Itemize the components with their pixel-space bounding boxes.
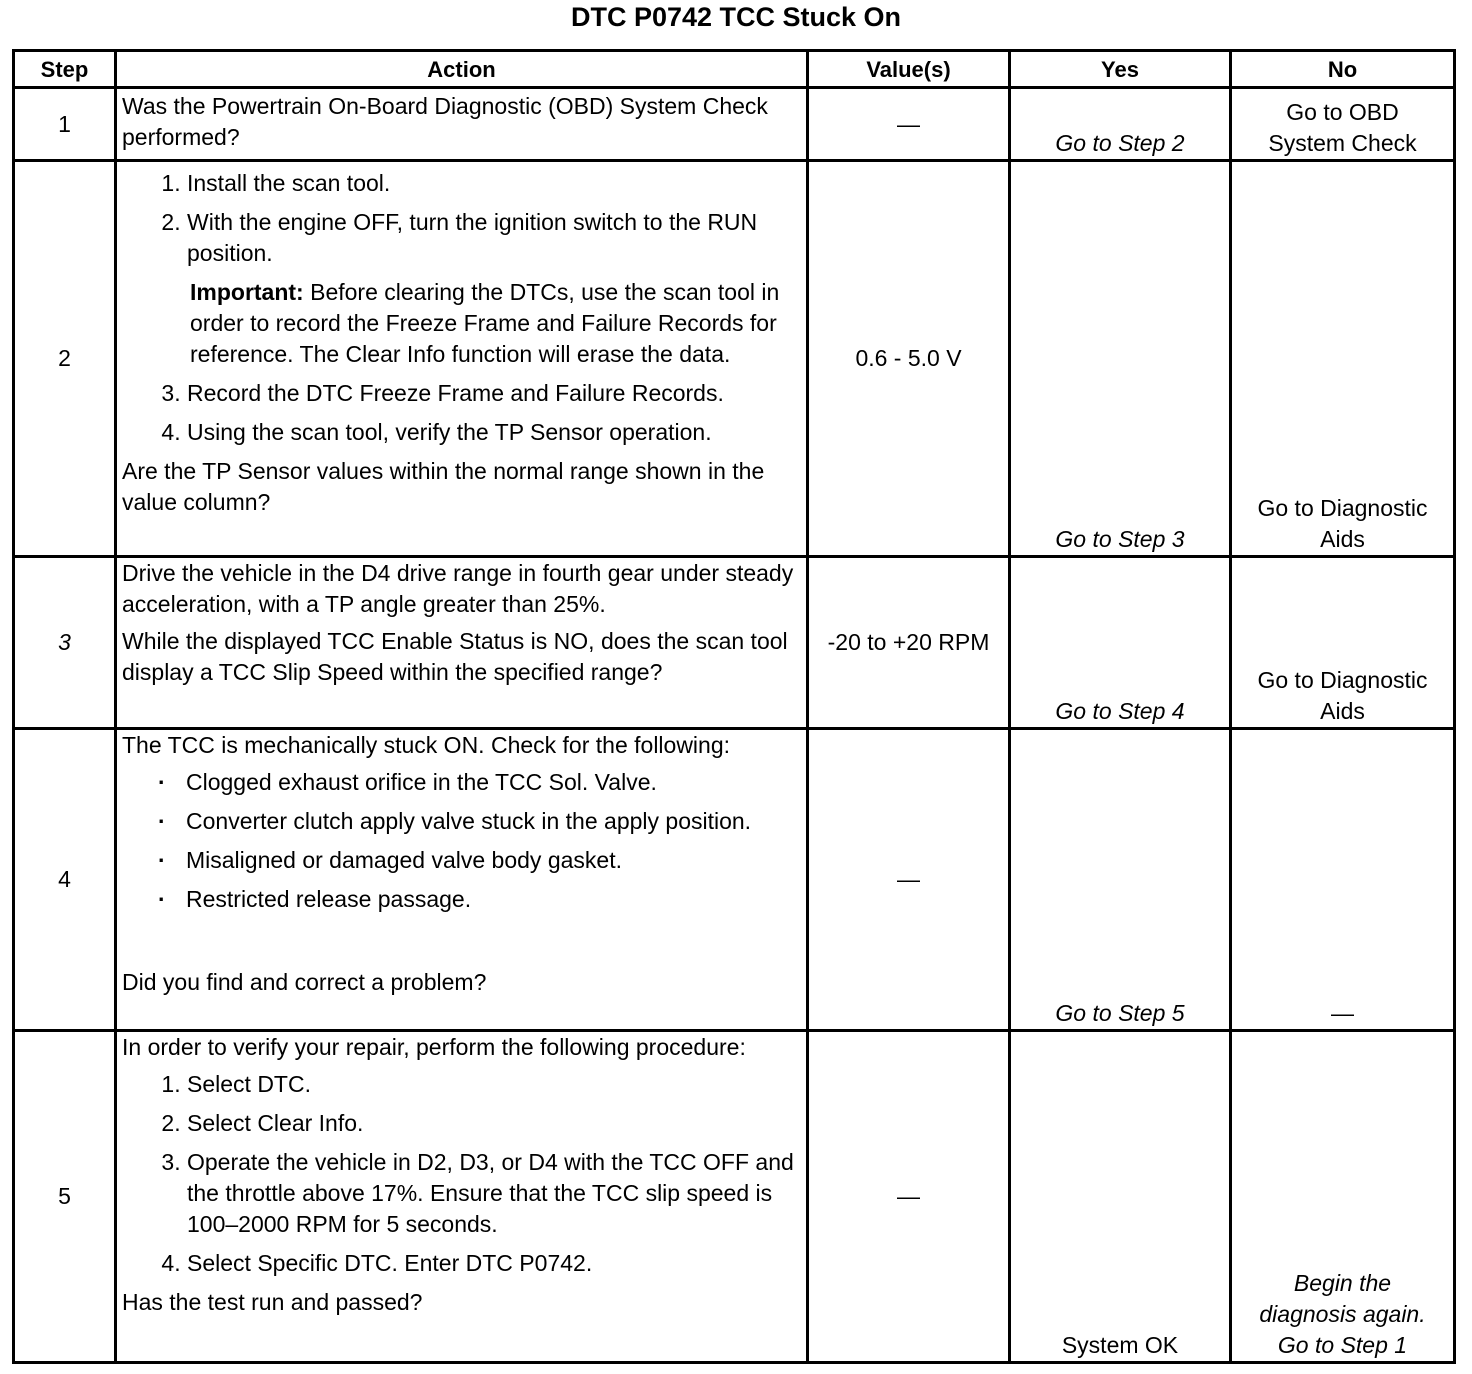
- list-item: · Restricted release passage.: [186, 884, 801, 915]
- no-line: Go to Diagnostic: [1257, 495, 1428, 521]
- value-cell: -20 to +20 RPM: [808, 557, 1010, 729]
- no-line: Go to OBD: [1286, 99, 1399, 125]
- list-item: 1. Select DTC.: [187, 1069, 801, 1100]
- action-cell: [116, 557, 808, 729]
- header-no: No: [1231, 51, 1455, 88]
- table-row: [14, 88, 1455, 161]
- table-row: [14, 161, 1455, 557]
- table-row: [14, 1031, 1455, 1363]
- note-label: Important:: [190, 279, 304, 305]
- no-line: Begin the: [1293, 1270, 1392, 1296]
- step-number: 5: [14, 1031, 116, 1363]
- value-cell: 0.6 - 5.0 V: [808, 161, 1010, 557]
- important-note: [190, 277, 801, 370]
- header-yes: Yes: [1010, 51, 1231, 88]
- procedure-list: [122, 378, 801, 448]
- yes-cell: Go to Step 5: [1010, 729, 1231, 1031]
- no-cell: [1231, 88, 1455, 161]
- list-item: · Misaligned or damaged valve body gasket.: [186, 845, 801, 876]
- yes-cell: Go to Step 2: [1010, 88, 1231, 161]
- table-row: [14, 729, 1455, 1031]
- yes-cell: System OK: [1010, 1031, 1231, 1363]
- no-line: Aids: [1320, 698, 1365, 724]
- action-cell: [116, 161, 808, 557]
- no-line: diagnosis again.: [1259, 1301, 1426, 1327]
- list-item: 2. Select Clear Info.: [187, 1108, 801, 1139]
- diagnostic-table: [12, 49, 1456, 1364]
- list-item: 3. Operate the vehicle in D2, D3, or D4 with the TCC OFF and the throttle above 17%. Ensure that the TCC slip speed is 100–2000 RPM for 5 seconds.: [187, 1147, 801, 1240]
- question-text: Are the TP Sensor values within the normal range shown in the value column?: [122, 458, 765, 515]
- step-number: 4: [14, 729, 116, 1031]
- no-cell: —: [1231, 729, 1455, 1031]
- no-line: System Check: [1268, 130, 1417, 156]
- step-number: 2: [14, 161, 116, 557]
- table-row: [14, 557, 1455, 729]
- header-action: Action: [116, 51, 808, 88]
- list-item: · Clogged exhaust orifice in the TCC Sol. Valve.: [186, 767, 801, 798]
- action-cell: [116, 729, 808, 1031]
- page-title: DTC P0742 TCC Stuck On: [570, 2, 902, 32]
- no-line: Aids: [1320, 526, 1365, 552]
- list-item: 3. Record the DTC Freeze Frame and Failure Records.: [187, 378, 801, 409]
- no-cell: [1231, 161, 1455, 557]
- action-cell: [116, 88, 808, 161]
- intro-text: Drive the vehicle in the D4 drive range in fourth gear under steady acceleration, with a TP angle greater than 25%.: [122, 560, 794, 617]
- question-text: Has the test run and passed?: [122, 1289, 423, 1315]
- header-values: Value(s): [808, 51, 1010, 88]
- procedure-list: [122, 1069, 801, 1279]
- value-cell: —: [808, 729, 1010, 1031]
- no-cell: [1231, 1031, 1455, 1363]
- no-line: Go to Step 1: [1277, 1332, 1408, 1358]
- intro-text: In order to verify your repair, perform the following procedure:: [122, 1034, 746, 1060]
- list-item: 1. Install the scan tool.: [187, 168, 801, 199]
- no-cell: [1231, 557, 1455, 729]
- intro-text: The TCC is mechanically stuck ON. Check for the following:: [122, 732, 731, 758]
- question-text: Did you find and correct a problem?: [122, 969, 487, 995]
- header-step: Step: [14, 51, 116, 88]
- no-line: Go to Diagnostic: [1257, 667, 1428, 693]
- step-number: 3: [14, 557, 116, 729]
- yes-cell: Go to Step 4: [1010, 557, 1231, 729]
- check-list: [122, 767, 801, 915]
- note-text: Before clearing the DTCs, use the scan tool in order to record the Freeze Frame and Failure Records for reference. The Clear Info function will erase the data.: [190, 279, 780, 367]
- yes-cell: Go to Step 3: [1010, 161, 1231, 557]
- value-cell: —: [808, 88, 1010, 161]
- header-row: [14, 51, 1455, 88]
- action-cell: [116, 1031, 808, 1363]
- step-number: 1: [14, 88, 116, 161]
- question-text: Was the Powertrain On-Board Diagnostic (OBD) System Check performed?: [122, 93, 768, 150]
- procedure-list: [122, 168, 801, 269]
- question-text: While the displayed TCC Enable Status is NO, does the scan tool display a TCC Slip Speed within the specified range?: [122, 628, 788, 685]
- list-item: · Converter clutch apply valve stuck in the apply position.: [186, 806, 801, 837]
- value-cell: —: [808, 1031, 1010, 1363]
- list-item: 4. Using the scan tool, verify the TP Sensor operation.: [187, 417, 801, 448]
- list-item: 4. Select Specific DTC. Enter DTC P0742.: [187, 1248, 801, 1279]
- list-item: 2. With the engine OFF, turn the ignition switch to the RUN position.: [187, 207, 801, 269]
